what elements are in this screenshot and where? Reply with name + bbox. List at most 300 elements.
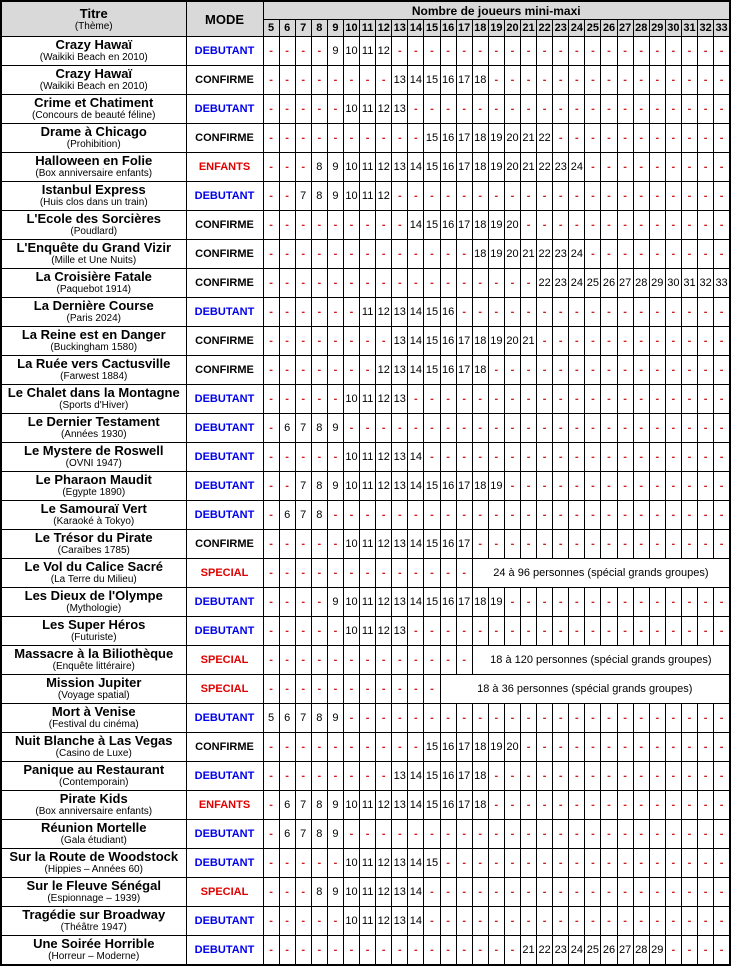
player-cell: - [279, 878, 295, 907]
player-cell: - [681, 211, 697, 240]
player-cell: - [504, 936, 520, 966]
player-cell: - [714, 327, 730, 356]
player-cell: - [263, 269, 279, 298]
player-cell: - [553, 66, 569, 95]
game-title: Mission Jupiter [46, 675, 142, 690]
player-cell: - [327, 762, 343, 791]
player-cell: 16 [440, 472, 456, 501]
player-cell: - [440, 182, 456, 211]
player-cell: - [617, 240, 633, 269]
player-cell: - [424, 95, 440, 124]
player-cell: - [279, 240, 295, 269]
game-theme: (Waikiki Beach en 2010) [39, 52, 148, 63]
player-cell: - [585, 820, 601, 849]
player-cell: - [633, 588, 649, 617]
player-cell: 19 [488, 240, 504, 269]
player-cell: - [488, 878, 504, 907]
player-cell: - [360, 414, 376, 443]
player-cell: - [521, 66, 537, 95]
player-cell: - [279, 182, 295, 211]
player-cell: - [714, 95, 730, 124]
player-cell: - [488, 385, 504, 414]
player-cell: 7 [295, 414, 311, 443]
game-row [1, 791, 730, 820]
player-cell: - [521, 733, 537, 762]
player-cell: - [537, 37, 553, 66]
player-cell: 20 [504, 733, 520, 762]
player-cell: - [488, 762, 504, 791]
player-cell: 19 [488, 588, 504, 617]
player-cell: - [649, 501, 665, 530]
player-cell: - [714, 820, 730, 849]
player-cell: - [424, 269, 440, 298]
player-cell: 13 [392, 530, 408, 559]
player-cell: - [569, 617, 585, 646]
player-count-header: 31 [681, 20, 697, 37]
mode-cell: SPECIAL [186, 675, 263, 704]
player-cell: - [665, 298, 681, 327]
player-cell: - [569, 211, 585, 240]
table-header [1, 1, 730, 37]
player-cell: - [649, 443, 665, 472]
game-theme: (Box anniversaire enfants) [35, 806, 153, 817]
player-cell: - [633, 849, 649, 878]
player-cell: - [681, 153, 697, 182]
player-cell: 13 [392, 443, 408, 472]
player-cell: - [585, 240, 601, 269]
player-cell: - [553, 762, 569, 791]
player-cell: - [311, 269, 327, 298]
player-cell: - [456, 95, 472, 124]
game-title-cell [1, 907, 186, 936]
player-cell: 17 [456, 733, 472, 762]
player-cell: - [295, 617, 311, 646]
player-cell: - [343, 704, 359, 733]
player-cell: - [521, 530, 537, 559]
player-cell: - [649, 820, 665, 849]
player-cell: 11 [360, 791, 376, 820]
player-cell: 9 [327, 704, 343, 733]
player-cell: - [408, 269, 424, 298]
player-cell: - [424, 878, 440, 907]
player-cell: - [311, 211, 327, 240]
game-theme: (Espionnage – 1939) [47, 893, 141, 904]
player-cell: - [681, 327, 697, 356]
player-cell: - [327, 530, 343, 559]
player-cell: - [263, 298, 279, 327]
game-theme: (Casino de Luxe) [55, 748, 132, 759]
player-cell: - [327, 95, 343, 124]
player-cell: - [714, 414, 730, 443]
player-cell: 12 [376, 588, 392, 617]
player-cell: 7 [295, 791, 311, 820]
player-cell: - [295, 675, 311, 704]
player-cell: 14 [408, 588, 424, 617]
player-cell: - [408, 182, 424, 211]
game-theme: (OVNI 1947) [65, 458, 122, 469]
player-cell: - [392, 646, 408, 675]
player-cell: - [633, 530, 649, 559]
player-cell: - [408, 414, 424, 443]
player-cell: - [295, 66, 311, 95]
player-cell: - [440, 936, 456, 966]
player-cell: - [279, 733, 295, 762]
player-cell: - [553, 878, 569, 907]
player-cell: - [472, 617, 488, 646]
game-theme: (Voyage spatial) [57, 690, 130, 701]
player-cell: 9 [327, 414, 343, 443]
player-cell: - [327, 501, 343, 530]
player-cell: 18 [472, 327, 488, 356]
player-cell: - [665, 95, 681, 124]
player-cell: - [665, 240, 681, 269]
player-cell: 8 [311, 791, 327, 820]
player-cell: - [263, 849, 279, 878]
player-cell: - [263, 617, 279, 646]
player-cell: 10 [343, 153, 359, 182]
game-title-cell [1, 356, 186, 385]
player-cell: - [456, 443, 472, 472]
player-cell: 12 [376, 298, 392, 327]
player-cell: 17 [456, 124, 472, 153]
player-cell: - [295, 153, 311, 182]
game-title: Le Dernier Testament [27, 414, 160, 429]
player-cell: - [456, 414, 472, 443]
player-cell: - [456, 559, 472, 588]
player-cell: - [569, 66, 585, 95]
player-cell: - [537, 820, 553, 849]
player-cell: - [665, 849, 681, 878]
player-cell: 18 [472, 153, 488, 182]
player-cell: - [327, 66, 343, 95]
player-cell: - [617, 820, 633, 849]
player-cell: - [665, 762, 681, 791]
player-cell: - [601, 385, 617, 414]
player-cell: - [456, 37, 472, 66]
player-cell: - [456, 385, 472, 414]
player-cell: - [295, 211, 311, 240]
game-title: La Ruée vers Cactusville [17, 356, 171, 371]
player-cell: 11 [360, 907, 376, 936]
player-cell: 26 [601, 269, 617, 298]
player-cell: - [537, 878, 553, 907]
player-cell: - [488, 298, 504, 327]
player-cell: 12 [376, 791, 392, 820]
player-cell: - [681, 472, 697, 501]
player-cell: 14 [408, 356, 424, 385]
player-cell: - [504, 66, 520, 95]
player-cell: - [392, 936, 408, 966]
player-cell: 32 [698, 269, 714, 298]
game-theme: (Concours de beauté féline) [32, 110, 156, 121]
player-cell: - [311, 733, 327, 762]
game-theme: (Karaoké à Tokyo) [53, 516, 135, 527]
player-cell: - [569, 762, 585, 791]
player-cell: - [698, 849, 714, 878]
player-cell: - [714, 849, 730, 878]
player-cell: 15 [424, 153, 440, 182]
player-cell: - [585, 472, 601, 501]
game-title: L'Enquête du Grand Vizir [16, 240, 172, 255]
player-cell: - [343, 211, 359, 240]
player-cell: - [553, 356, 569, 385]
player-cell: - [649, 704, 665, 733]
player-cell: - [263, 530, 279, 559]
player-cell: - [714, 385, 730, 414]
player-cell: - [311, 588, 327, 617]
player-cell: - [714, 878, 730, 907]
player-cell: - [617, 37, 633, 66]
game-theme: (Egypte 1890) [62, 487, 126, 498]
player-cell: 18 [472, 356, 488, 385]
game-theme: (Poudlard) [70, 226, 118, 237]
player-cell: - [585, 443, 601, 472]
player-cell: - [633, 820, 649, 849]
player-cell: 12 [376, 385, 392, 414]
player-cell: - [408, 733, 424, 762]
player-cell: 15 [424, 298, 440, 327]
player-cell: - [408, 124, 424, 153]
player-cell: - [537, 298, 553, 327]
player-cell: 8 [311, 182, 327, 211]
player-cell: - [633, 617, 649, 646]
game-title-cell [1, 298, 186, 327]
player-cell: 27 [617, 936, 633, 966]
player-cell: - [392, 211, 408, 240]
player-cell: 11 [360, 385, 376, 414]
game-title: Halloween en Folie [35, 153, 153, 168]
player-cell: - [456, 617, 472, 646]
player-cell: - [263, 414, 279, 443]
player-cell: - [279, 530, 295, 559]
player-cell: - [537, 472, 553, 501]
player-cell: - [343, 936, 359, 966]
game-title-cell [1, 530, 186, 559]
game-title: Le Samouraï Vert [40, 501, 147, 516]
player-cell: - [392, 501, 408, 530]
player-cell: - [681, 617, 697, 646]
player-cell: 24 [569, 936, 585, 966]
player-cell: - [585, 153, 601, 182]
player-cell: - [521, 385, 537, 414]
player-cell: - [472, 385, 488, 414]
player-cell: 10 [343, 37, 359, 66]
player-cell: - [440, 269, 456, 298]
player-cell: 15 [424, 530, 440, 559]
player-cell: 14 [408, 762, 424, 791]
player-cell: - [472, 501, 488, 530]
player-cell: 13 [392, 907, 408, 936]
player-cell: - [665, 791, 681, 820]
player-cell: - [456, 269, 472, 298]
player-cell: - [617, 762, 633, 791]
player-cell: - [553, 791, 569, 820]
player-cell: - [633, 66, 649, 95]
player-cell: - [376, 646, 392, 675]
player-cell: - [601, 124, 617, 153]
player-cell: 22 [537, 153, 553, 182]
player-cell: - [440, 240, 456, 269]
player-cell: - [488, 849, 504, 878]
player-cell: - [681, 443, 697, 472]
player-cell: - [537, 762, 553, 791]
player-cell: - [472, 849, 488, 878]
player-cell: 8 [311, 704, 327, 733]
game-theme: (Paris 2024) [66, 313, 121, 324]
player-cell: 16 [440, 762, 456, 791]
player-cell: - [440, 501, 456, 530]
mode-cell: CONFIRME [186, 530, 263, 559]
player-cell: - [553, 530, 569, 559]
player-cell: - [585, 704, 601, 733]
player-cell: - [472, 936, 488, 966]
player-count-header: 16 [440, 20, 456, 37]
game-title-cell [1, 327, 186, 356]
player-cell: - [633, 298, 649, 327]
player-cell: - [392, 675, 408, 704]
player-cell: - [408, 820, 424, 849]
player-cell: - [714, 182, 730, 211]
player-cell: - [553, 95, 569, 124]
player-cell: - [649, 124, 665, 153]
player-cell: - [295, 37, 311, 66]
player-cell: - [472, 414, 488, 443]
player-cell: - [504, 37, 520, 66]
player-cell: 19 [488, 211, 504, 240]
player-cell: - [585, 530, 601, 559]
player-cell: - [456, 240, 472, 269]
player-cell: - [424, 559, 440, 588]
game-row [1, 414, 730, 443]
player-cell: - [440, 617, 456, 646]
player-cell: - [569, 298, 585, 327]
player-cell: - [601, 762, 617, 791]
player-cell: - [569, 907, 585, 936]
player-cell: - [440, 646, 456, 675]
game-title-cell [1, 675, 186, 704]
player-cell: - [537, 704, 553, 733]
player-cell: - [440, 820, 456, 849]
player-cell: - [553, 385, 569, 414]
player-cell: - [521, 849, 537, 878]
player-cell: - [376, 559, 392, 588]
player-cell: - [681, 385, 697, 414]
theme-header-label: (Thème) [74, 21, 113, 32]
player-cell: - [424, 907, 440, 936]
mode-cell: DEBUTANT [186, 182, 263, 211]
player-cell: 5 [263, 704, 279, 733]
player-cell: - [601, 501, 617, 530]
player-cell: - [714, 704, 730, 733]
player-cell: - [537, 501, 553, 530]
player-cell: 8 [311, 878, 327, 907]
player-cell: - [327, 733, 343, 762]
player-cell: 12 [376, 530, 392, 559]
game-title-cell [1, 385, 186, 414]
player-count-header: 24 [569, 20, 585, 37]
player-cell: - [649, 211, 665, 240]
player-count-header: 9 [327, 20, 343, 37]
player-cell: - [681, 95, 697, 124]
player-cell: 18 [472, 791, 488, 820]
player-cell: - [617, 588, 633, 617]
player-cell: 21 [521, 327, 537, 356]
player-cell: - [553, 472, 569, 501]
player-cell: - [343, 733, 359, 762]
player-cell: - [521, 791, 537, 820]
player-cell: - [649, 95, 665, 124]
player-count-header: 13 [392, 20, 408, 37]
player-cell: - [553, 501, 569, 530]
player-cell: 9 [327, 878, 343, 907]
player-cell: - [295, 327, 311, 356]
player-cell: - [327, 849, 343, 878]
player-cell: - [360, 124, 376, 153]
game-row [1, 356, 730, 385]
player-cell: - [263, 472, 279, 501]
player-cell: - [569, 849, 585, 878]
player-cell: - [521, 95, 537, 124]
player-cell: - [633, 443, 649, 472]
player-cell: - [681, 849, 697, 878]
player-cell: - [601, 443, 617, 472]
game-title-cell [1, 878, 186, 907]
player-cell: - [279, 646, 295, 675]
player-cell: - [440, 878, 456, 907]
player-cell: - [456, 704, 472, 733]
players-header: Nombre de joueurs mini-maxi [263, 1, 730, 20]
player-cell: - [456, 878, 472, 907]
player-cell: - [424, 820, 440, 849]
player-cell: - [343, 559, 359, 588]
player-cell: - [681, 182, 697, 211]
game-theme: (Caraïbes 1785) [57, 545, 130, 556]
player-cell: - [665, 530, 681, 559]
game-theme: (Waikiki Beach en 2010) [39, 81, 148, 92]
player-cell: - [537, 530, 553, 559]
player-cell: 10 [343, 443, 359, 472]
player-cell: 14 [408, 530, 424, 559]
mode-cell: DEBUTANT [186, 385, 263, 414]
player-cell: 29 [649, 269, 665, 298]
player-cell: - [295, 269, 311, 298]
player-cell: - [279, 472, 295, 501]
game-title-cell [1, 472, 186, 501]
player-cell: 6 [279, 501, 295, 530]
player-cell: 21 [521, 153, 537, 182]
player-cell: - [617, 414, 633, 443]
player-cell: - [617, 704, 633, 733]
player-cell: - [295, 240, 311, 269]
player-cell: - [714, 211, 730, 240]
player-cell: - [681, 124, 697, 153]
game-theme: (Festival du cinéma) [48, 719, 139, 730]
game-title: Sur le Fleuve Sénégal [26, 878, 161, 893]
player-cell: - [392, 414, 408, 443]
player-cell: 15 [424, 327, 440, 356]
player-cell: 14 [408, 153, 424, 182]
game-theme: (Théâtre 1947) [60, 922, 127, 933]
game-title: L'Ecole des Sorcières [26, 211, 162, 226]
player-cell: - [408, 559, 424, 588]
player-cell: 14 [408, 878, 424, 907]
player-cell: - [585, 182, 601, 211]
player-cell: - [311, 385, 327, 414]
player-cell: - [649, 66, 665, 95]
player-cell: - [601, 617, 617, 646]
player-cell: - [327, 907, 343, 936]
player-cell: - [698, 298, 714, 327]
